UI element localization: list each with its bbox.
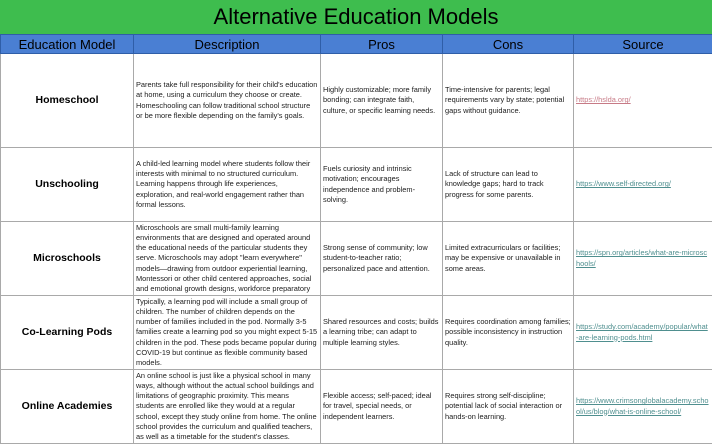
cons-cell[interactable]: Lack of structure can lead to knowledge gaps; hard to track progress for some parents. <box>443 148 574 222</box>
source-link[interactable]: https://spn.org/articles/what-are-microschools/ <box>574 222 712 296</box>
description-text: An online school is just like a physical school in many ways, although without the actual school buildings and limitations of geographic proximity. This means students are enrolled like they would at a regular school, except they study online from home. The online school provides the curriculum and qualified teachers, as well as a timetable for the student's classes. <box>136 371 318 442</box>
description-cell[interactable] <box>134 54 321 148</box>
pros-cell[interactable]: Highly customizable; more family bonding; can integrate faith, culture, or specific learning needs. <box>321 54 443 148</box>
source-link[interactable]: https://hslda.org/ <box>574 54 712 148</box>
education-table <box>0 34 712 444</box>
model-cell[interactable]: Online Academies <box>1 370 134 444</box>
description-cell[interactable] <box>134 222 321 296</box>
header-education-model[interactable]: Education Model <box>1 35 134 54</box>
header-pros[interactable]: Pros <box>321 35 443 54</box>
description-cell[interactable] <box>134 148 321 222</box>
cons-cell[interactable]: Limited extracurriculars or facilities; may be expensive or unavailable in some areas. <box>443 222 574 296</box>
model-cell[interactable]: Homeschool <box>1 54 134 148</box>
header-source[interactable]: Source <box>574 35 712 54</box>
header-row <box>1 35 712 54</box>
description-text: Parents take full responsibility for their child's education at home, using a curriculum they choose or create. Homeschooling can follow traditional school structure or be more flexible depending on the family's goals. <box>136 80 318 121</box>
description-text: Typically, a learning pod will include a small group of children. The number of children depends on the number of families included in the pod. Normally 3-5 families create a learning pod so you might expect 5-15 children in the pod. These pods became popular during COVID-19 but continue as flexible community based models. <box>136 297 318 368</box>
table-row <box>1 148 712 222</box>
description-text: A child-led learning model where students follow their interests with minimal to no structured curriculum. Learning happens through life experiences, exploration, and real-world engagement rather than formal lessons. <box>136 159 318 210</box>
pros-cell[interactable]: Fuels curiosity and intrinsic motivation; encourages independence and problem-solving. <box>321 148 443 222</box>
cons-cell[interactable]: Time-intensive for parents; legal requirements vary by state; potential gaps without guidance. <box>443 54 574 148</box>
pros-cell[interactable]: Strong sense of community; low student-to-teacher ratio; personalized pace and attention. <box>321 222 443 296</box>
source-link[interactable]: https://study.com/academy/popular/what-are-learning-pods.html <box>574 296 712 370</box>
description-cell[interactable] <box>134 296 321 370</box>
model-cell[interactable]: Microschools <box>1 222 134 296</box>
pros-cell[interactable]: Flexible access; self-paced; ideal for travel, special needs, or independent learners. <box>321 370 443 444</box>
header-description[interactable]: Description <box>134 35 321 54</box>
cons-cell[interactable]: Requires strong self-discipline; potential lack of social interaction or hands-on learning. <box>443 370 574 444</box>
pros-cell[interactable]: Shared resources and costs; builds a learning tribe; can adapt to multiple learning styles. <box>321 296 443 370</box>
table-row <box>1 222 712 296</box>
model-cell[interactable]: Co-Learning Pods <box>1 296 134 370</box>
table-row <box>1 296 712 370</box>
table-row <box>1 370 712 444</box>
cons-cell[interactable]: Requires coordination among families; possible inconsistency in instruction quality. <box>443 296 574 370</box>
model-cell[interactable]: Unschooling <box>1 148 134 222</box>
description-cell[interactable] <box>134 370 321 444</box>
table-row <box>1 54 712 148</box>
description-text: Microschools are small multi-family learning environments that are designed and operated around the educational needs of the particular students they serve. Microschools may adopt "learn everywhere" models—drawing from outdoor experiential learning, Montessori or other child centered approaches, social and emotional growth designs, workforce preparatory <box>136 223 318 294</box>
title-bar <box>0 0 712 35</box>
header-cons[interactable]: Cons <box>443 35 574 54</box>
source-link[interactable]: https://www.crimsonglobalacademy.school/us/blog/what-is-online-school/ <box>574 370 712 444</box>
page-title: Alternative Education Models <box>214 4 499 30</box>
source-link[interactable]: https://www.self-directed.org/ <box>574 148 712 222</box>
